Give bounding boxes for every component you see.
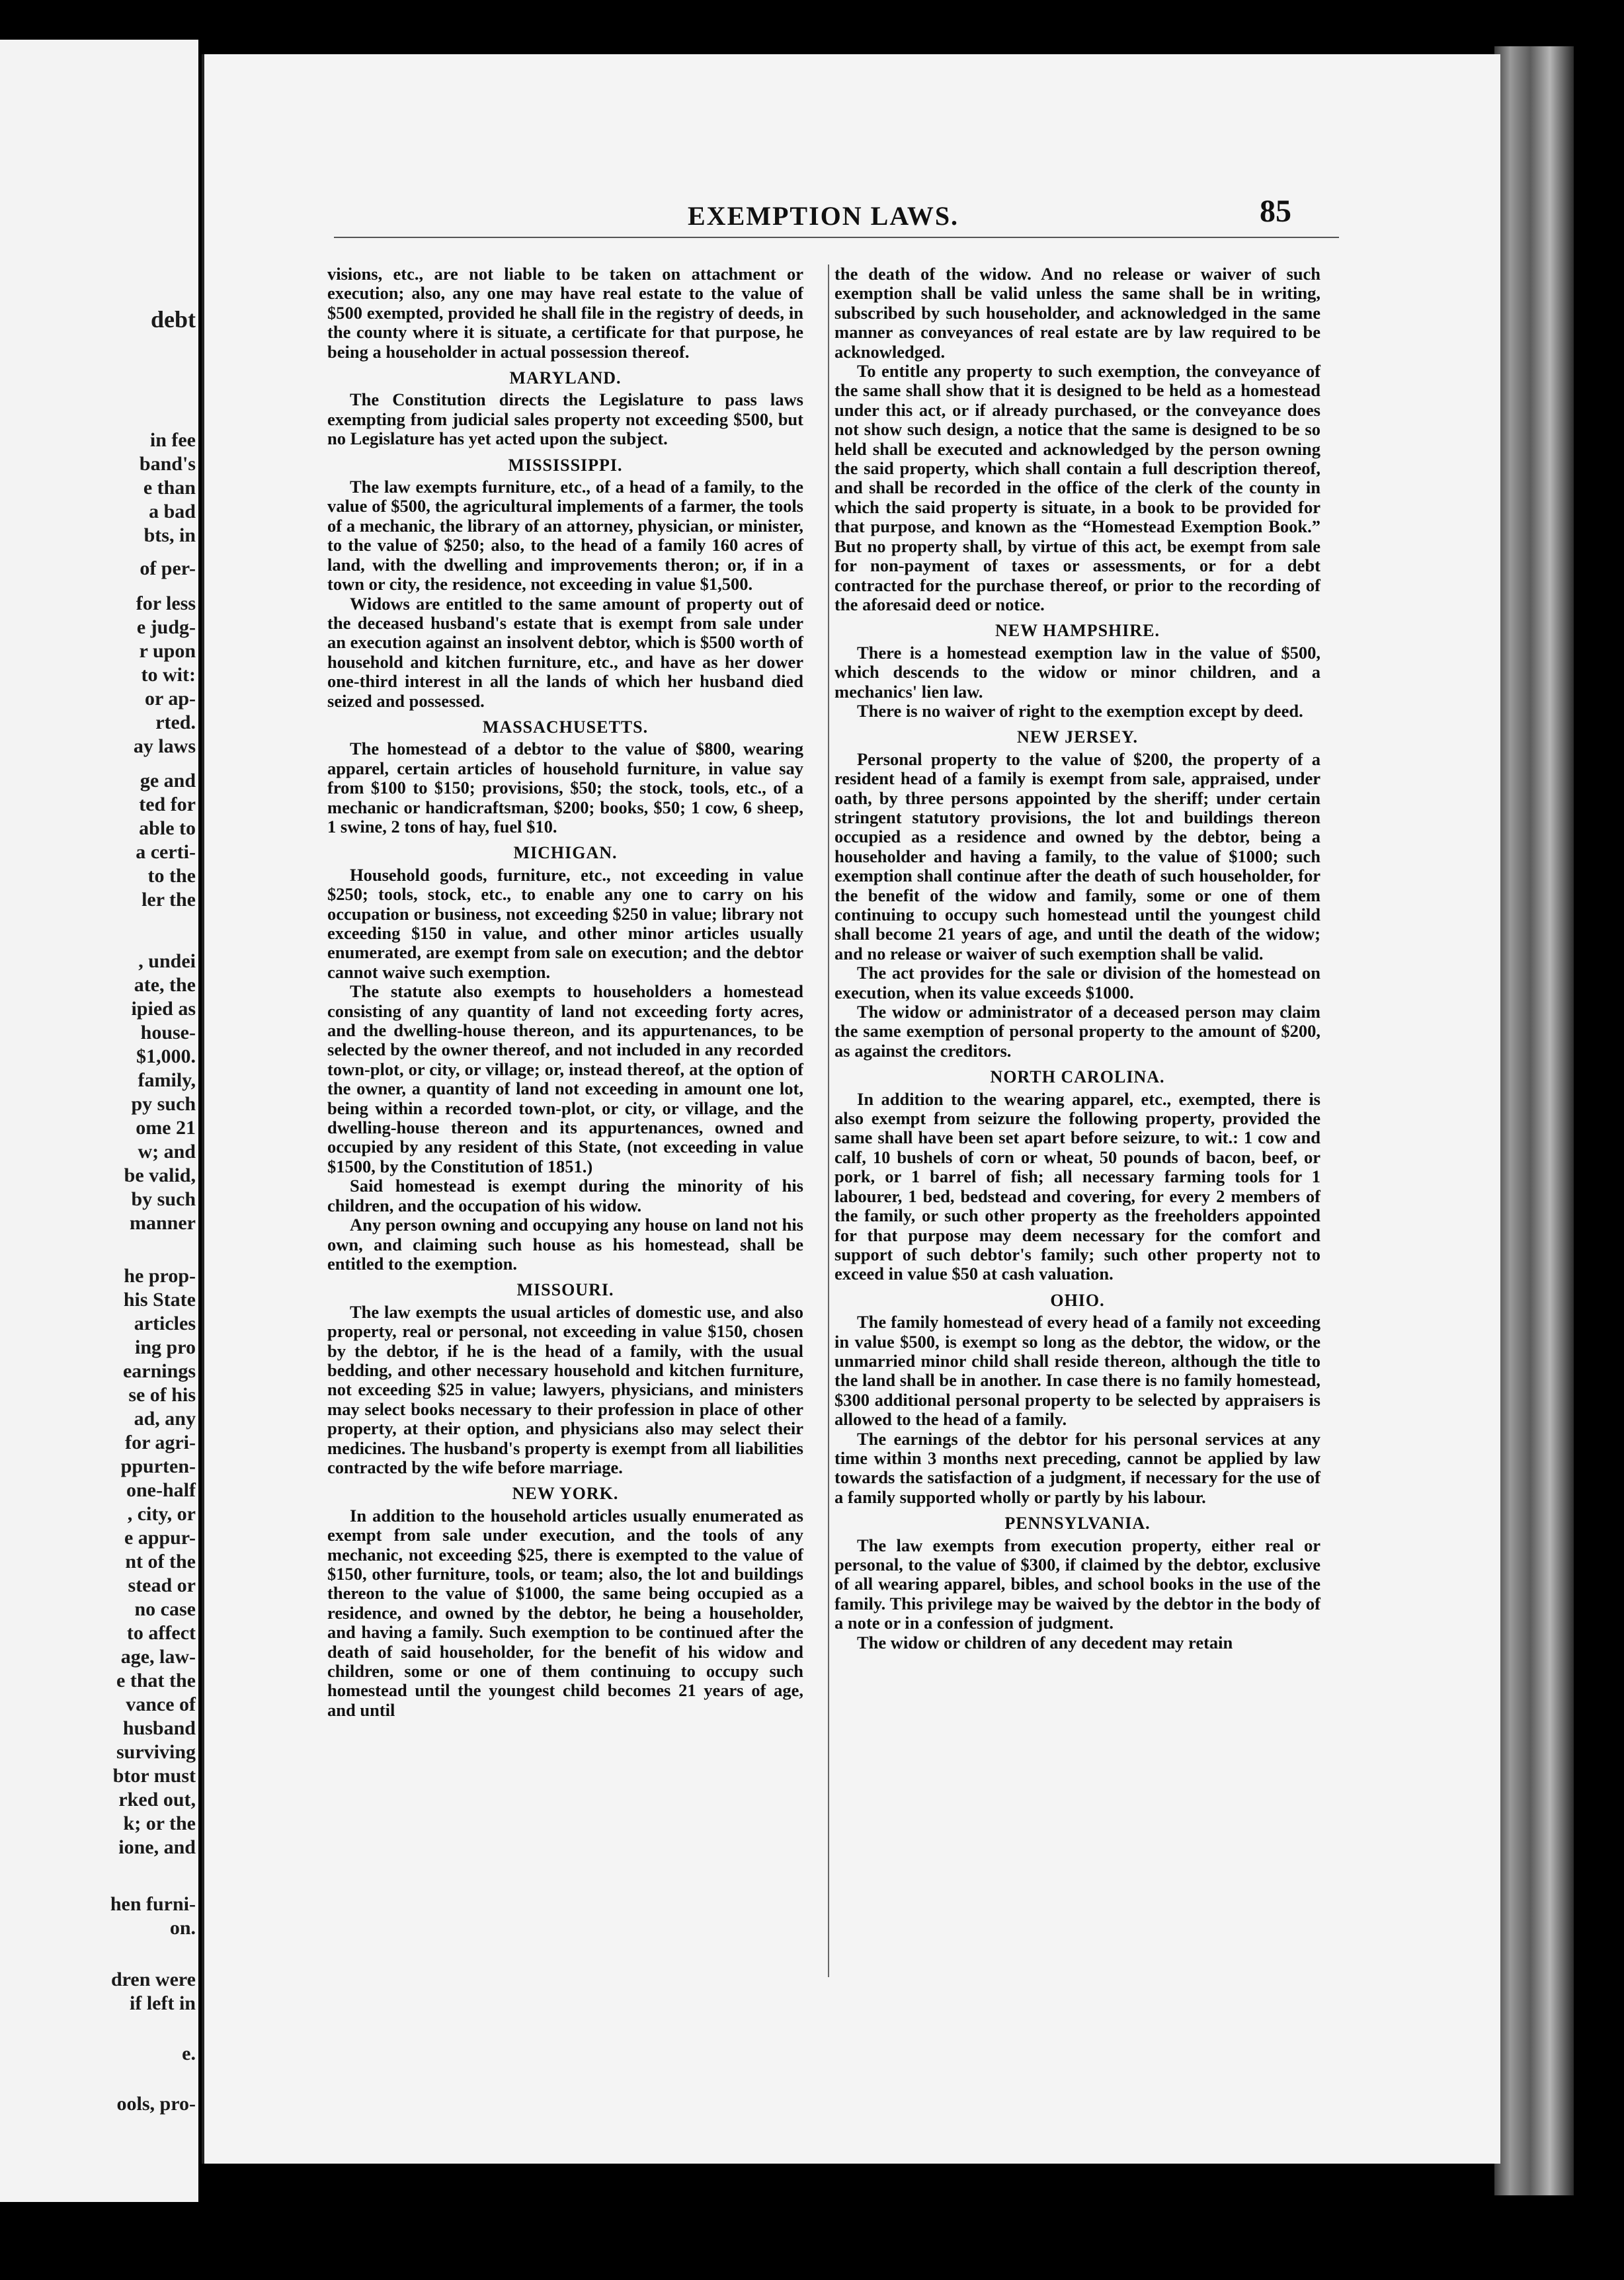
paragraph: the death of the widow. And no release or waiver of such exemption shall be valid unless the same shall be in writing, subscribed by such householder, and acknowledged in the same manner as conveyances of real estate are by law required to be acknowledged. (834, 264, 1320, 362)
column-divider (828, 265, 829, 1977)
paragraph: The earnings of the debtor for his personal services at any time within 3 months next preceding, cannot be applied by law towards the satisfaction of a judgment, if necessary for the use of a family supported wholly or partly by his labour. (834, 1428, 1320, 1507)
section-heading-maryland: MARYLAND. (509, 368, 622, 388)
left-page-text-fragment: if left in (130, 1992, 196, 2014)
left-page-text-fragment: ing pro (135, 1336, 196, 1358)
section-heading-pennsylvania: PENNSYLVANIA. (1004, 1514, 1151, 1533)
right-column (834, 265, 1320, 1652)
left-page-text-fragment: vance of (126, 1693, 196, 1715)
left-page-text-fragment: for agri- (125, 1432, 196, 1453)
left-page-text-fragment: husband (122, 1717, 196, 1739)
left-page-text-fragment: earnings (122, 1360, 196, 1382)
left-page-text-fragment: to the (147, 865, 196, 887)
left-page-text-fragment: bts, in (143, 524, 196, 546)
paragraph: The statute also exempts to householders a homestead consisting of any quantity of land not exceeding forty acres, and the dwelling-house thereon, and its appurtenances, to be selected by the owner thereof, and not included in any recorded town-plot, or city, or village; or, instead thereof, at the option of the owner, a quantity of land not exceeding in amount one lot, being within a recorded town-plot, or city, or village, and the dwelling-house thereon and its appurtenances, owned and occupied by any resident of this State, (not exceeding in value $1500, by the Constitution of 1851.) (327, 981, 803, 1176)
left-page-text-fragment: he prop- (124, 1265, 196, 1287)
left-page-text-fragment: e appur- (124, 1527, 196, 1549)
left-page-text-fragment: age, law- (120, 1646, 196, 1668)
left-page-text-fragment: k; or the (123, 1812, 196, 1834)
section-heading-new-york: NEW YORK. (512, 1484, 619, 1504)
left-page-text-fragment: ted for (139, 794, 196, 815)
paragraph: In addition to the household articles usually enumerated as exempt from sale under execution, and the tools of any mechanic, not exceeding $25, there is exempted to the value of $150, other furniture, tools, or team; also, the lot and buildings thereon to the value of $1000, the same being occupied as a residence, and owned by the debtor, he being a householder, and having a family. Such exemption to be continued after the death of said householder, for the benefit of his widow and children, some or one of them continuing to occupy such homestead until the youngest child becomes 21 years of age, and until (327, 1505, 803, 1720)
left-page-text-fragment: to affect (126, 1622, 196, 1644)
left-page-text-fragment: ate, the (134, 974, 196, 996)
left-page-text-fragment: on. (169, 1917, 196, 1939)
left-page-text-fragment: w; and (138, 1141, 196, 1162)
paragraph: In addition to the wearing apparel, etc., exempted, there is also exempt from seizure the following property, provided the same shall have been set apart before seizure, to wit.: 1 cow and calf, 10 bushels of corn or wheat, 50 pounds of bacon, beef, or pork, or 1 barrel of fish; all necessary farming tools for 1 labourer, 1 bed, bedstead and covering, for every 2 members of the family, or such other property as the freeholders appointed for that purpose may deem necessary for the comfort and support of such debtor's family; such other property not to exceed in value $50 at cash valuation. (834, 1088, 1320, 1284)
left-page-text-fragment: ad, any (134, 1408, 196, 1430)
left-page-text-fragment: e than (143, 477, 196, 499)
left-page-text-fragment: ay laws (133, 735, 196, 757)
paragraph: The family homestead of every head of a family not exceeding in value $500, is exempt so long as the debtor, the widow, or the unmarried minor child shall reside thereon, although the title to the land shall be in another. In case there is no family homestead, $300 additional personal property to be selected by appraisers is allowed to the head of a family. (834, 1312, 1320, 1430)
section-heading-new-jersey: NEW JERSEY. (1017, 727, 1138, 747)
paragraph: Personal property to the value of $200, the property of a resident head of a family is exempt from sale, appraised, under oath, by three persons appointed by the sheriff; under certain stringent statutory provisions, the lot and buildings thereon occupied as a residence and owned by the debtor, being a householder and having a family, to the value of $1000; such exemption shall continue after the death of such householder, for the benefit of the widow and family, some or one of them continuing to occupy such homestead until the youngest child shall become 21 years of age, and until the death of the widow; and no release or waiver of such exemption shall be valid. (834, 749, 1320, 963)
paragraph: The homestead of a debtor to the value of $800, wearing apparel, certain articles of household furniture, in value say from $100 to $150; provisions, $50; the stock, tools, etc., of a mechanic or handicraftsman, $200; books, $50; 1 cow, 6 sheep, 1 swine, 2 tons of hay, fuel $10. (327, 739, 803, 836)
paragraph: Said homestead is exempt during the minority of his children, and the occupation of his widow. (327, 1176, 803, 1215)
left-page-text-fragment: a bad (149, 501, 196, 522)
paragraph: Widows are entitled to the same amount of property out of the deceased husband's estate that is exempt from sale under an execution against an insolvent debtor, which is $500 worth of household and kitchen furniture, etc., and have as her dower one-third interest in all the lands of which her husband died seized and possessed. (327, 593, 803, 711)
left-page-text-fragment: articles (134, 1313, 196, 1334)
paragraph: There is a homestead exemption law in the value of $500, which descends to the widow or minor children, and a mechanics' lien law. (834, 642, 1320, 702)
section-heading-north-carolina: NORTH CAROLINA. (990, 1067, 1165, 1087)
paragraph: To entitle any property to such exemption, the conveyance of the same shall show that it is designed to be held as a homestead under this act, or if already purchased, or the conveyance does not show such design, a notice that the same is designed to be so held shall be executed and acknowledged by the person owning the said property, which shall contain a full description thereof, and shall be recorded in the office of the clerk of the county in which the said property is situate, in a book to be provided for that purpose, and known as the “Homestead Exemption Book.” But no property shall, by virtue of this act, be exempt from sale for non-payment of taxes or assessments, or for a debt contracted for the purchase thereof, or prior to the recording of the aforesaid deed or notice. (834, 361, 1320, 614)
left-page-text-fragment: able to (139, 817, 196, 839)
left-page-fragment (0, 40, 198, 2202)
header-rule (334, 237, 1339, 238)
left-page-text-fragment: e. (182, 2043, 196, 2064)
left-page-text-fragment: surviving (116, 1741, 196, 1763)
left-page-text-fragment: e judg- (136, 616, 196, 638)
left-page-text-fragment: ome 21 (136, 1117, 196, 1139)
left-page-text-fragment: py such (131, 1093, 196, 1115)
left-page-text-fragment: by such (131, 1188, 196, 1210)
left-page-text-fragment: of per- (140, 557, 196, 579)
left-column (327, 265, 803, 1720)
left-page-text-fragment: ppurten- (120, 1455, 196, 1477)
left-page-text-fragment: ools, pro- (116, 2093, 196, 2115)
left-page-text-fragment: to wit: (141, 664, 196, 686)
left-page-text-fragment: r upon (139, 640, 196, 662)
left-page-text-fragment: be valid, (124, 1164, 196, 1186)
left-page-text-fragment: rted. (155, 712, 196, 733)
left-page-text-fragment: se of his (128, 1384, 196, 1406)
left-page-text-fragment: dren were (110, 1969, 196, 1990)
left-page-text-fragment: btor must (112, 1765, 196, 1787)
left-page-text-fragment: or ap- (145, 688, 196, 710)
page-number: 85 (1260, 194, 1291, 229)
left-page-text-fragment: , city, or (127, 1503, 196, 1525)
left-page-text-fragment: ipied as (131, 998, 196, 1020)
section-heading-missouri: MISSOURI. (516, 1280, 614, 1300)
left-page-text-fragment: ler the (142, 889, 196, 911)
paragraph: The law exempts from execution property, either real or personal, to the value of $300, if claimed by the debtor, exclusive of all wearing apparel, bibles, and school books in the use of the family. This privilege may be waived by the debtor in the body of a note or in a confession of judgment. (834, 1535, 1320, 1633)
left-page-text-fragment: no case (134, 1598, 196, 1620)
left-page-text-fragment: manner (130, 1212, 196, 1234)
section-heading-massachusetts: MASSACHUSETTS. (482, 717, 649, 737)
paragraph: The law exempts furniture, etc., of a head of a family, to the value of $500, the agricultural implements of a farmer, the tools of a mechanic, the library of an attorney, physician, or minister, to the value of $250; also, to the head of a family 160 acres of land, with the dwelling and improvements theron; or, if in a town or city, the residence, not exceeding in value $1,500. (327, 477, 803, 594)
left-page-text-fragment: his State (123, 1289, 196, 1311)
section-heading-ohio: OHIO. (1050, 1290, 1105, 1310)
left-page-text-fragment: $1,000. (136, 1045, 196, 1067)
paragraph: The Constitution directs the Legislature to pass laws exempting from judicial sales property not exceeding $500, but no Legislature has yet acted upon the subject. (327, 389, 803, 449)
paragraph: The widow or children of any decedent may retain (857, 1632, 1233, 1652)
paragraph: Any person owning and occupying any house on land not his own, and claiming such house as his homestead, shall be entitled to the exemption. (327, 1215, 803, 1274)
left-page-text-fragment: in fee (149, 429, 196, 451)
left-page-text-fragment: ione, and (118, 1836, 196, 1858)
left-page-text-fragment: ge and (140, 770, 196, 792)
paragraph: The law exempts the usual articles of domestic use, and also property, real or personal, not exceeding in value $150, chosen by the debtor, if he is the head of a family, with the usual bedding, and other necessary household and kitchen furniture, not exceeding $25 in value; lawyers, physicians, and ministers may select books necessary to their profession in place of other property, at their option, and physicians also may select their medicines. The husband's property is exempt from all liabilities contracted by the wife before marriage. (327, 1301, 803, 1477)
left-page-text-fragment: one-half (126, 1479, 196, 1501)
paragraph: The act provides for the sale or division of the homestead on execution, when its value exceeds $1000. (834, 963, 1320, 1002)
left-page-text-fragment: e that the (116, 1670, 196, 1691)
page-edge (1494, 46, 1574, 2195)
section-heading-new-hampshire: NEW HAMPSHIRE. (995, 621, 1160, 641)
paragraph: visions, etc., are not liable to be taken on attachment or execution; also, any one may have real estate to the value of $500 exempted, provided he shall file in the registry of deeds, in the county where it is situate, a certificate for that purpose, he being a householder in actual possession thereof. (327, 264, 803, 362)
section-heading-michigan: MICHIGAN. (513, 843, 618, 863)
left-page-text-fragment: stead or (128, 1574, 196, 1596)
section-heading-mississippi: MISSISSIPPI. (508, 455, 623, 475)
left-page-text-fragment: hen furni- (110, 1893, 196, 1915)
left-page-text-fragment: debt (150, 306, 196, 333)
paragraph: The widow or administrator of a deceased person may claim the same exemption of personal property to the amount of $200, as against the creditors. (834, 1002, 1320, 1061)
left-page-text-fragment: , undei (138, 950, 196, 972)
left-page-text-fragment: nt of the (125, 1551, 196, 1572)
paragraph: Household goods, furniture, etc., not exceeding in value $250; tools, stock, etc., to enable any one to carry on his occupation or business, not exceeding $250 in value; library not exceeding $150 in value, and other minor articles usually enumerated, are exempt from sale on execution; and the debtor cannot waive such exemption. (327, 864, 803, 982)
left-page-text-fragment: rked out, (118, 1789, 196, 1811)
left-page-text-fragment: for less (136, 592, 196, 614)
left-page-text-fragment: house- (140, 1022, 196, 1043)
paragraph: There is no waiver of right to the exemption except by deed. (857, 700, 1303, 721)
page-header-title: EXEMPTION LAWS. (688, 201, 959, 231)
left-page-text-fragment: a certi- (136, 841, 196, 863)
left-page-text-fragment: family, (138, 1069, 196, 1091)
left-page-text-fragment: band's (139, 453, 196, 475)
